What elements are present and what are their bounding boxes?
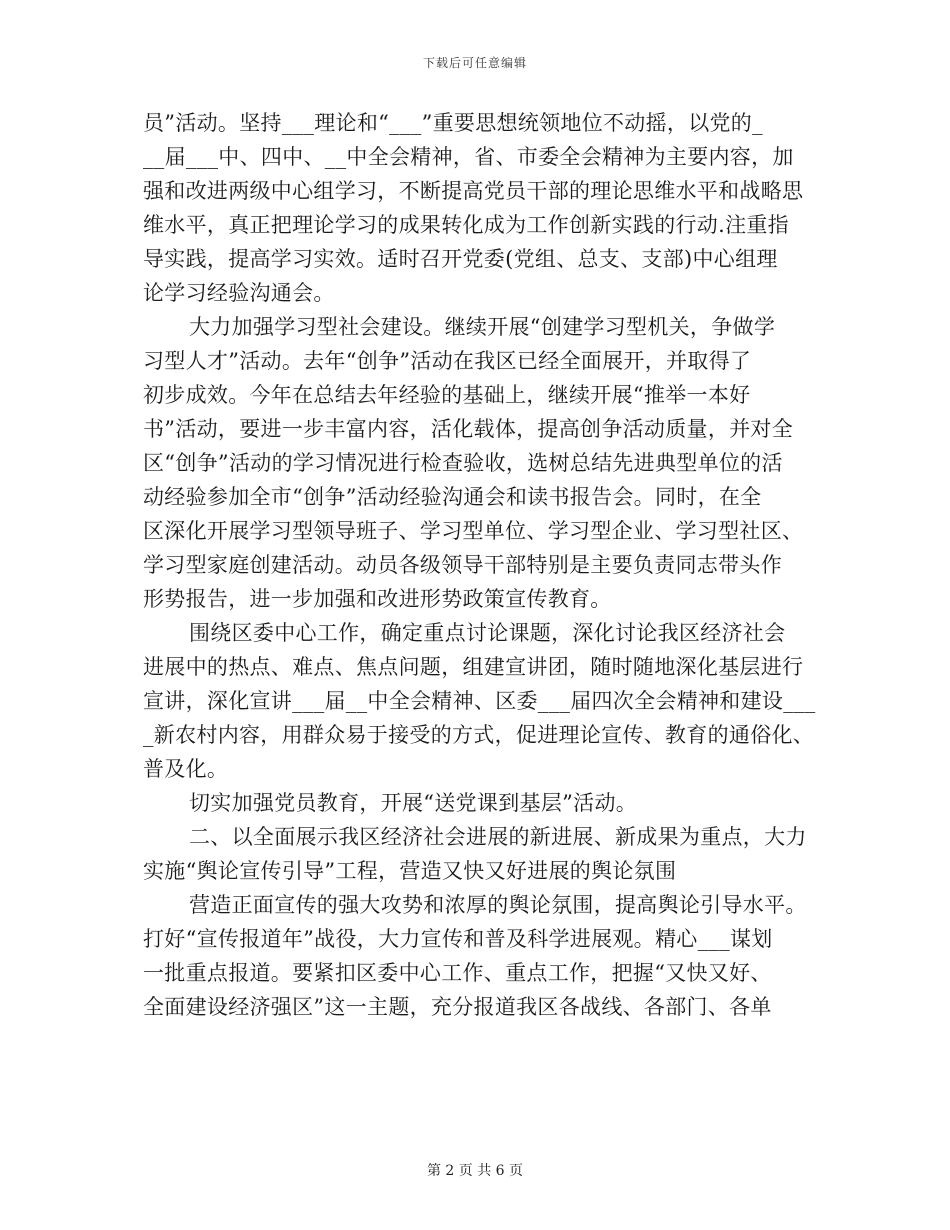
text-line: 初步成效。今年在总结去年经验的基础上，继续开展“推举一本好 [143,383,751,407]
page-number: 第 2 页 共 6 页 [426,1163,524,1179]
section-heading-line: 实施“舆论宣传引导”工程，营造又快又好进展的舆论氛围 [143,859,677,883]
text-line: 全面建设经济强区”这一主题，充分报道我区各战线、各部门、各单 [143,995,772,1019]
paragraph-first-line: 切实加强党员教育，开展“送党课到基层”活动。 [189,791,638,815]
paragraph-first-line: 大力加强学习型社会建设。继续开展“创建学习型机关，争做学 [189,315,776,339]
text-line: 普及化。 [143,757,229,781]
text-line: 导实践，提高学习实效。适时召开党委(党组、总支、支部)中心组理 [143,247,778,271]
text-line: 形势报告，进一步加强和改进形势政策宣传教育。 [143,587,612,611]
text-line: 维水平，真正把理论学习的成果转化成为工作创新实践的行动.注重指 [143,213,789,237]
page-header-note: 下载后可任意编辑 [422,56,527,70]
section-heading-line: 二、以全面展示我区经济社会进展的新进展、新成果为重点，大力 [189,825,807,849]
text-line: 一批重点报道。要紧扣区委中心工作、重点工作，把握“又快又好、 [143,961,772,985]
text-line: _新农村内容，用群众易于接受的方式，促进理论宣传、教育的通俗化、 [143,723,815,747]
text-line: 打好“宣传报道年”战役，大力宣传和普及科学进展观。精心___谋划 [143,927,773,951]
text-line: 强和改进两级中心组学习，不断提高党员干部的理论思维水平和战略思 [143,179,804,203]
text-line: 动经验参加全市“创争”活动经验沟通会和读书报告会。同时，在全 [143,485,762,509]
text-line: 论学习经验沟通会。 [143,281,335,305]
text-line: 员”活动。坚持___理论和“___”重要思想统领地位不动摇，以党的_ [143,111,763,135]
text-line: 学习型家庭创建活动。动员各级领导干部特别是主要负责同志带头作 [143,553,782,577]
paragraph-first-line: 营造正面宣传的强大攻势和浓厚的舆论氛围，提高舆论引导水平。 [189,893,807,917]
text-line: __届___中、四中、__中全会精神，省、市委全会精神为主要内容，加 [143,145,794,169]
text-line: 区深化开展学习型领导班子、学习型单位、学习型企业、学习型社区、 [143,519,804,543]
text-line: 宣讲，深化宣讲___届__中全会精神、区委___届四次全会精神和建设___ [143,689,816,713]
document-body [143,106,816,1024]
text-line: 习型人才”活动。去年“创争”活动在我区已经全面展开，并取得了 [143,349,752,373]
text-line: 书”活动，要进一步丰富内容，活化载体，提高创争活动质量，并对全 [143,417,794,441]
paragraph-first-line: 围绕区委中心工作，确定重点讨论课题，深化讨论我区经济社会 [189,621,786,645]
text-line: 区“创争”活动的学习情况进行检查验收，选树总结先进典型单位的活 [143,451,783,475]
text-line: 进展中的热点、难点、焦点问题，组建宣讲团，随时随地深化基层进行 [143,655,804,679]
